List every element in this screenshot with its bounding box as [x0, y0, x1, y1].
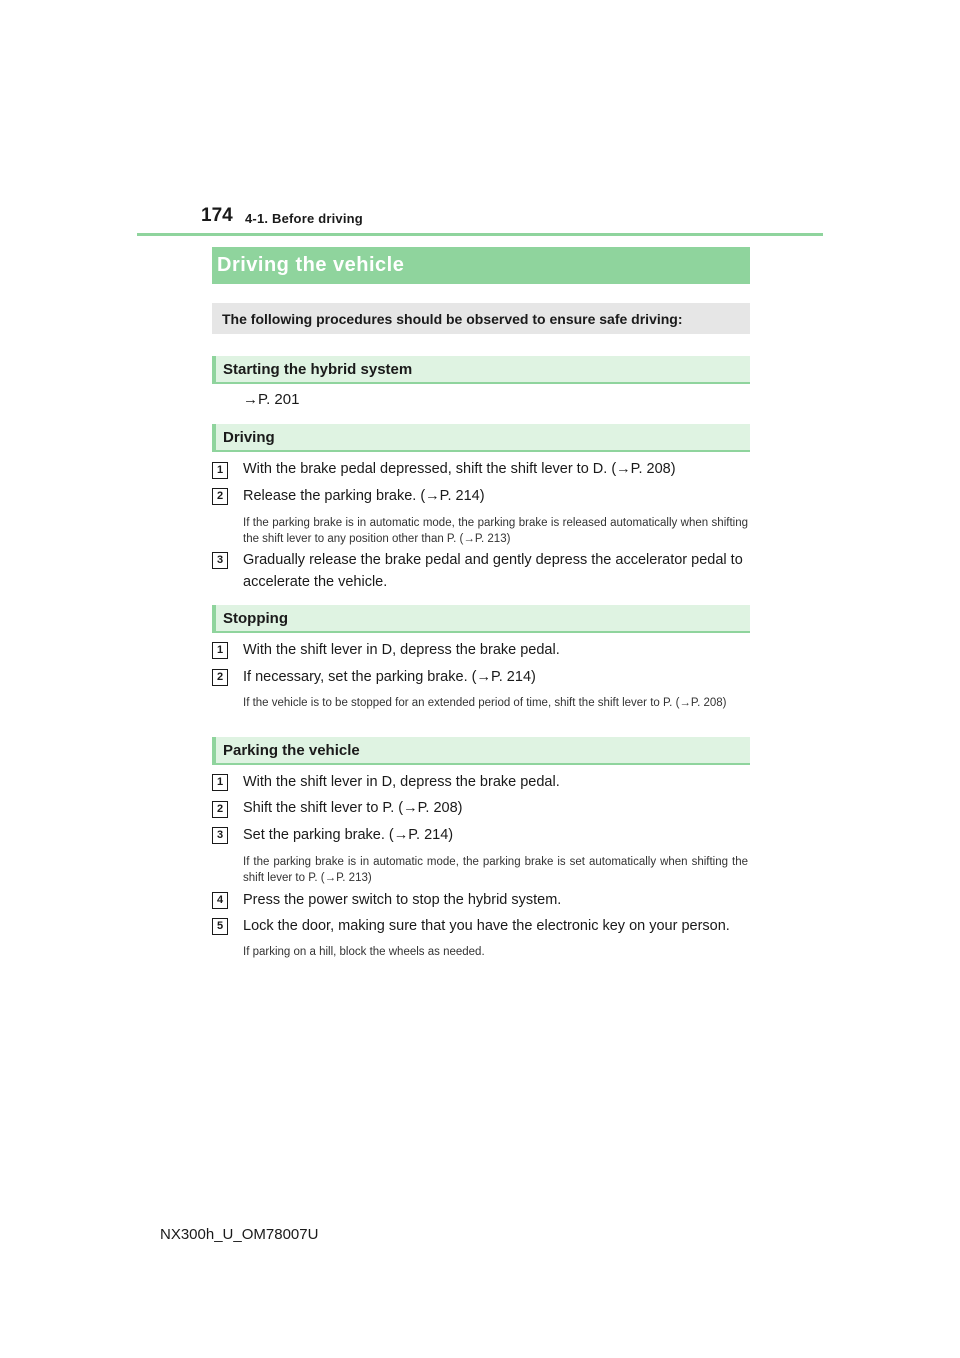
step-badge: 3 [212, 552, 228, 569]
step-badge: 2 [212, 801, 228, 818]
step-text: If necessary, set the parking brake. (→P. 214) [243, 669, 536, 685]
step-badge: 4 [212, 892, 228, 909]
header-divider [137, 233, 823, 236]
step-badge: 2 [212, 669, 228, 686]
step-text: Lock the door, making sure that you have the electronic key on your person. [243, 918, 730, 934]
step-text: Set the parking brake. (→P. 214) [243, 827, 454, 843]
heading-parking: Parking the vehicle [212, 737, 750, 765]
step-text: With the shift lever in D, depress the brake pedal. [243, 642, 560, 658]
note-text: If parking on a hill, block the wheels as needed. [243, 946, 485, 958]
section-breadcrumb: 4-1. Before driving [245, 211, 363, 226]
step-text: Press the power switch to stop the hybrid system. [243, 892, 562, 908]
step-badge: 1 [212, 642, 228, 659]
step-text: Release the parking brake. (→P. 214) [243, 488, 485, 504]
intro-box: The following procedures should be observed to ensure safe driving: [212, 303, 750, 334]
step-text: Shift the shift lever to P. (→P. 208) [243, 800, 463, 816]
note-text: If the vehicle is to be stopped for an extended period of time, shift the shift lever to P. (→P. 208) [243, 697, 727, 709]
step-badge: 5 [212, 918, 228, 935]
heading-driving: Driving [212, 424, 750, 452]
heading-starting: Starting the hybrid system [212, 356, 750, 384]
step-text: Gradually release the brake pedal and gently depress the accelerator pedal to accelerate the vehicle. [243, 552, 743, 590]
step-badge: 1 [212, 774, 228, 791]
page-number: 174 [201, 205, 233, 226]
reference-link-starting[interactable]: →P. 201 [243, 391, 300, 408]
step-badge: 1 [212, 462, 228, 479]
step-badge: 3 [212, 827, 228, 844]
note-text: If the parking brake is in automatic mode, the parking brake is released automatically when shifting the shift lever to any position other than P. (→P. 213) [243, 517, 748, 545]
note-text: If the parking brake is in automatic mode, the parking brake is set automatically when shifting the shift lever to P. (→P. 213) [243, 856, 748, 884]
step-badge: 2 [212, 488, 228, 505]
step-text: With the shift lever in D, depress the brake pedal. [243, 774, 560, 790]
page-title: Driving the vehicle [212, 247, 750, 284]
document-code-footer: NX300h_U_OM78007U [160, 1226, 319, 1243]
heading-stopping: Stopping [212, 605, 750, 633]
step-text: With the brake pedal depressed, shift the shift lever to D. (→P. 208) [243, 461, 676, 477]
